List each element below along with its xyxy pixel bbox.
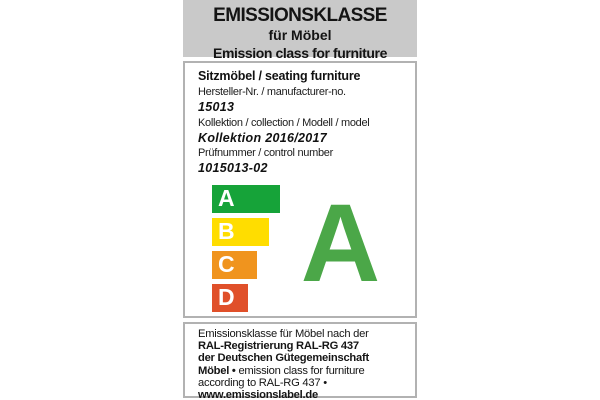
emission-label	[183, 0, 417, 400]
footer-line-4	[198, 365, 413, 377]
product-category: Sitzmöbel / seating furniture	[198, 69, 361, 83]
footer-line-1: Emissionsklasse für Möbel nach der	[198, 328, 369, 340]
collection-model-value: Kollektion 2016/2017	[198, 130, 327, 145]
rating-bar-c-letter: C	[218, 251, 235, 277]
manufacturer-number-label: Hersteller-Nr. / manufacturer-no.	[198, 86, 346, 98]
rating-bar-a	[212, 185, 280, 213]
manufacturer-number-value: 15013	[198, 100, 235, 114]
assigned-class-letter: A	[300, 181, 381, 305]
collection-model-label: Kollektion / collection / Modell / model	[198, 116, 370, 129]
footer-line-4-regular: emission class for furniture	[238, 364, 365, 377]
footer-website: www.emissionslabel.de	[198, 389, 318, 400]
footer-line-2: RAL-Registrierung RAL-RG 437	[198, 340, 359, 353]
footer-line-4-bold: Möbel •	[198, 364, 236, 377]
label-subtitle-en: Emission class for furniture	[213, 45, 387, 61]
control-number-label: Prüfnummer / control number	[198, 147, 333, 159]
label-header	[183, 0, 417, 61]
label-subtitle-de: für Möbel	[268, 27, 332, 43]
rating-bar-b	[212, 218, 269, 246]
rating-bars	[212, 185, 280, 317]
certification-footer-box	[183, 322, 417, 398]
rating-bar-d-letter: D	[218, 284, 235, 310]
label-title: EMISSIONSKLASSE	[213, 5, 387, 26]
rating-bar-d	[212, 284, 248, 312]
footer-line-5: according to RAL-RG 437 •	[198, 376, 327, 389]
emission-rating-scale	[198, 181, 411, 317]
rating-bar-b-letter: B	[218, 218, 235, 244]
control-number-value: 1015013-02	[198, 161, 268, 175]
product-info-box	[183, 61, 417, 318]
footer-line-3: der Deutschen Gütegemeinschaft	[198, 352, 369, 365]
rating-bar-a-letter: A	[218, 185, 235, 211]
rating-bar-c	[212, 251, 257, 279]
